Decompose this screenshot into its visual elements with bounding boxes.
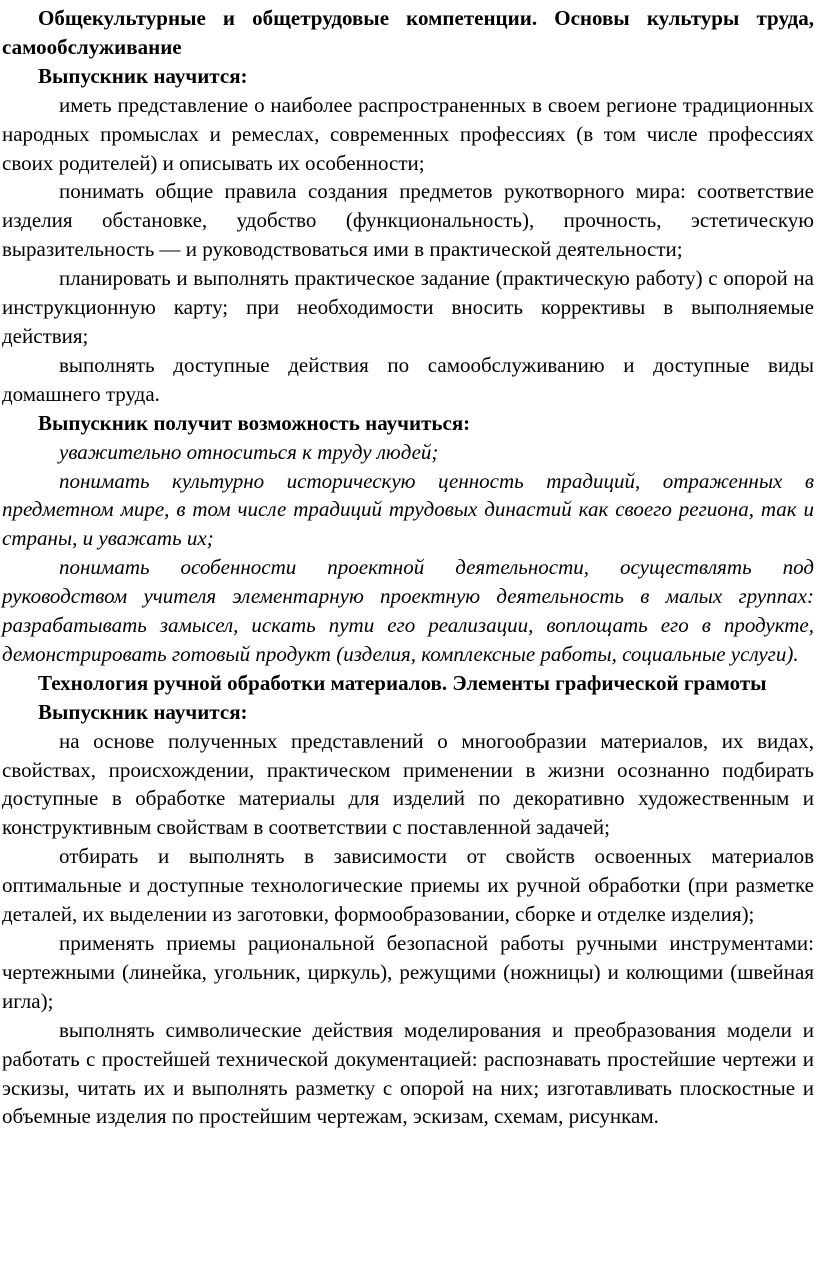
section-2-learn-item: отбирать и выполнять в зависимости от свойств освоенных материалов оптимальные и доступные технологические приемы их ручной обработки (при разметке деталей, их выделении из заготовки, формообразовании, сборке и отделке изделия); (2, 844, 814, 927)
section-1-learn-heading: Выпускник научится: (38, 63, 248, 88)
section-2-learn-item: на основе полученных представлений о многообразии материалов, их видах, свойствах, происхождении, практическом применении в жизни осознанно подбирать доступные в обработке материалы для изделий по декоративно художественным и конструктивным свойствам в соответствии с поставленной задачей; (2, 728, 814, 840)
section-1-learn-item: иметь представление о наиболее распространенных в своем регионе традиционных народных промыслах и ремеслах, современных профессиях (в том числе профессиях своих родителей) и описывать их особенности; (2, 92, 814, 175)
section-2-learn-item: выполнять символические действия моделирования и преобразования модели и работать с простейшей технической документацией: распознавать простейшие чертежи и эскизы, читать их и выполнять разметку с опорой на них; изготавливать плоскостные и объемные изделия по простейшим чертежам, эскизам, схемам, рисункам. (2, 1017, 814, 1129)
section-1-opportunity-heading: Выпускник получит возможность научиться: (38, 410, 471, 435)
section-2-title: Технология ручной обработки материалов. Элементы графической грамоты (38, 670, 767, 695)
section-1-opportunity-item: понимать особенности проектной деятельности, осуществлять под руководством учителя элементарную проектную деятельность в малых группах: разрабатывать замысел, искать пути его реализации, воплощать его в продукте, демонстрировать готовый продукт (изделия, комплексные работы, социальные услуги). (2, 555, 814, 666)
section-1-title: Общекультурные и общетрудовые компетенции. Основы культуры труда, самообслуживание (2, 6, 814, 59)
section-1-opportunity-item: понимать культурно историческую ценность традиций, отраженных в предметном мире, в том числе традиций трудовых династий как своего региона, так и страны, и уважать их; (2, 468, 814, 551)
section-1-learn-item: понимать общие правила создания предметов рукотворного мира: соответствие изделия обстановке, удобство (функциональность), прочность, эстетическую выразительность — и руководствоваться ими в практической деятельности; (2, 179, 814, 262)
section-1-learn-item: планировать и выполнять практическое задание (практическую работу) с опорой на инструкционную карту; при необходимости вносить коррективы в выполняемые действия; (2, 266, 814, 348)
section-2-learn-item: применять приемы рациональной безопасной работы ручными инструментами: чертежными (линейка, угольник, циркуль), режущими (ножницы) и колющими (швейная игла); (2, 931, 814, 1013)
section-1-learn-item: выполнять доступные действия по самообслуживанию и доступные виды домашнего труда. (2, 352, 814, 406)
section-2-learn-heading: Выпускник научится: (38, 699, 248, 724)
section-1-opportunity-item: уважительно относиться к труду людей; (59, 439, 439, 464)
